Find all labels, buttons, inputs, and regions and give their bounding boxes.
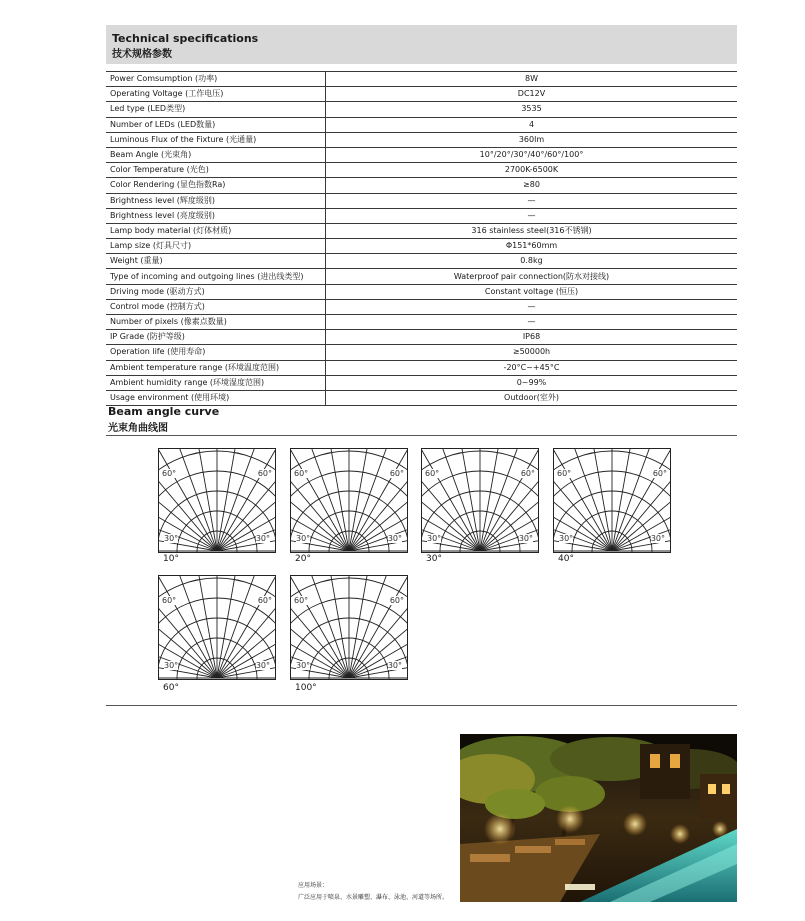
spec-value: — xyxy=(326,208,738,223)
spec-label: Color Temperature (光色) xyxy=(106,163,326,178)
beam-curve-100 xyxy=(290,575,408,680)
spec-row xyxy=(106,223,737,238)
spec-label: Color Rendering (显色指数Ra) xyxy=(106,178,326,193)
spec-value: ≥50000h xyxy=(326,345,738,360)
tick-60-left: 60° xyxy=(557,469,572,478)
spec-header-band xyxy=(106,25,737,64)
spec-row xyxy=(106,193,737,208)
spec-row xyxy=(106,284,737,299)
spec-label: Operating Voltage (工作电压) xyxy=(106,87,326,102)
spec-row xyxy=(106,299,737,314)
spec-label: Weight (重量) xyxy=(106,254,326,269)
tick-60-right: 60° xyxy=(257,596,272,605)
spec-label: Lamp size (灯具尺寸) xyxy=(106,239,326,254)
spec-value: 10°/20°/30°/40°/60°/100° xyxy=(326,147,738,162)
spec-label: Brightness level (辉度级别) xyxy=(106,193,326,208)
spec-label: Operation life (使用寿命) xyxy=(106,345,326,360)
tick-60-left: 60° xyxy=(162,596,177,605)
spec-row xyxy=(106,375,737,390)
spec-title-zh: 技术规格参数 xyxy=(112,49,172,60)
tick-30-left: 30° xyxy=(164,661,179,670)
spec-label: Driving mode (驱动方式) xyxy=(106,284,326,299)
spec-value: IP68 xyxy=(326,330,738,345)
spec-label: Brightness level (亮度级别) xyxy=(106,208,326,223)
beam-curve-caption: 40° xyxy=(558,554,574,564)
application-description: 广泛应用于喷泉、水景雕塑、瀑布、泳池、河道等场所。 xyxy=(298,894,449,901)
spec-value: 0.8kg xyxy=(326,254,738,269)
spec-value: Constant voltage (恒压) xyxy=(326,284,738,299)
tick-30-right: 30° xyxy=(518,534,533,543)
spec-label: Luminous Flux of the Fixture (光通量) xyxy=(106,132,326,147)
spec-row xyxy=(106,315,737,330)
tick-30-right: 30° xyxy=(255,661,270,670)
spec-label: Beam Angle (光束角) xyxy=(106,147,326,162)
beam-curve-20 xyxy=(290,448,408,553)
beam-curve-caption: 100° xyxy=(295,683,317,693)
spec-label: Ambient humidity range (环境湿度范围) xyxy=(106,375,326,390)
spec-value: Φ151*60mm xyxy=(326,239,738,254)
beam-curve-40 xyxy=(553,448,671,553)
tick-60-left: 60° xyxy=(294,596,309,605)
tick-30-left: 30° xyxy=(164,534,179,543)
spec-value: ≥80 xyxy=(326,178,738,193)
spec-row xyxy=(106,208,737,223)
tick-60-right: 60° xyxy=(389,596,404,605)
tick-60-right: 60° xyxy=(389,469,404,478)
resort-pool-photo-illustration xyxy=(460,734,737,902)
spec-row xyxy=(106,117,737,132)
spec-table xyxy=(106,71,737,406)
tick-30-right: 30° xyxy=(255,534,270,543)
spec-row xyxy=(106,72,737,87)
beam-title-zh: 光束角曲线图 xyxy=(108,423,168,434)
tick-60-left: 60° xyxy=(294,469,309,478)
spec-value: Waterproof pair connection(防水对接线) xyxy=(326,269,738,284)
spec-value: 4 xyxy=(326,117,738,132)
beam-top-rule xyxy=(106,435,737,436)
beam-curve-30 xyxy=(421,448,539,553)
spec-row xyxy=(106,87,737,102)
tick-60-right: 60° xyxy=(652,469,667,478)
beam-curve-caption: 30° xyxy=(426,554,442,564)
spec-label: Ambient temperature range (环境温度范围) xyxy=(106,360,326,375)
spec-row xyxy=(106,254,737,269)
tick-60-right: 60° xyxy=(257,469,272,478)
beam-curve-caption: 20° xyxy=(295,554,311,564)
spec-row xyxy=(106,147,737,162)
tick-60-left: 60° xyxy=(162,469,177,478)
tick-30-left: 30° xyxy=(296,534,311,543)
spec-value: 3535 xyxy=(326,102,738,117)
spec-row xyxy=(106,178,737,193)
spec-value: — xyxy=(326,299,738,314)
spec-row xyxy=(106,163,737,178)
spec-value: Outdoor(室外) xyxy=(326,390,738,405)
spec-value: — xyxy=(326,193,738,208)
application-photo xyxy=(460,734,737,902)
spec-row xyxy=(106,239,737,254)
spec-title-en: Technical specifications xyxy=(112,32,259,45)
tick-30-left: 30° xyxy=(559,534,574,543)
spec-label: Type of incoming and outgoing lines (进出线类型) xyxy=(106,269,326,284)
application-text xyxy=(298,880,448,904)
beam-curve-60 xyxy=(158,575,276,680)
beam-section-title xyxy=(108,405,219,434)
spec-value: 316 stainless steel(316不锈钢) xyxy=(326,223,738,238)
spec-row xyxy=(106,360,737,375)
spec-value: 2700K-6500K xyxy=(326,163,738,178)
spec-value: 0~99% xyxy=(326,375,738,390)
beam-title-en: Beam angle curve xyxy=(108,405,220,418)
tick-30-right: 30° xyxy=(650,534,665,543)
spec-row xyxy=(106,390,737,405)
spec-row xyxy=(106,132,737,147)
beam-curve-10 xyxy=(158,448,276,553)
tick-30-left: 30° xyxy=(296,661,311,670)
spec-label: IP Grade (防护等级) xyxy=(106,330,326,345)
spec-value: 8W xyxy=(326,72,738,87)
spec-row xyxy=(106,330,737,345)
spec-value: -20°C~+45°C xyxy=(326,360,738,375)
spec-label: Lamp body material (灯体材质) xyxy=(106,223,326,238)
spec-label: Power Comsumption (功率) xyxy=(106,72,326,87)
spec-label: Control mode (控制方式) xyxy=(106,299,326,314)
spec-value: 360lm xyxy=(326,132,738,147)
spec-row xyxy=(106,102,737,117)
tick-30-right: 30° xyxy=(387,661,402,670)
spec-row xyxy=(106,269,737,284)
spec-label: Led type (LED类型) xyxy=(106,102,326,117)
application-heading: 应用场景： xyxy=(298,882,329,889)
tick-60-left: 60° xyxy=(425,469,440,478)
tick-30-left: 30° xyxy=(427,534,442,543)
beam-curve-caption: 10° xyxy=(163,554,179,564)
spec-value: — xyxy=(326,315,738,330)
spec-row xyxy=(106,345,737,360)
spec-value: DC12V xyxy=(326,87,738,102)
beam-curve-caption: 60° xyxy=(163,683,179,693)
tick-30-right: 30° xyxy=(387,534,402,543)
spec-label: Usage environment (使用环境) xyxy=(106,390,326,405)
beam-bottom-rule xyxy=(106,705,737,706)
tick-60-right: 60° xyxy=(520,469,535,478)
spec-label: Number of pixels (像素点数量) xyxy=(106,315,326,330)
spec-label: Number of LEDs (LED数量) xyxy=(106,117,326,132)
